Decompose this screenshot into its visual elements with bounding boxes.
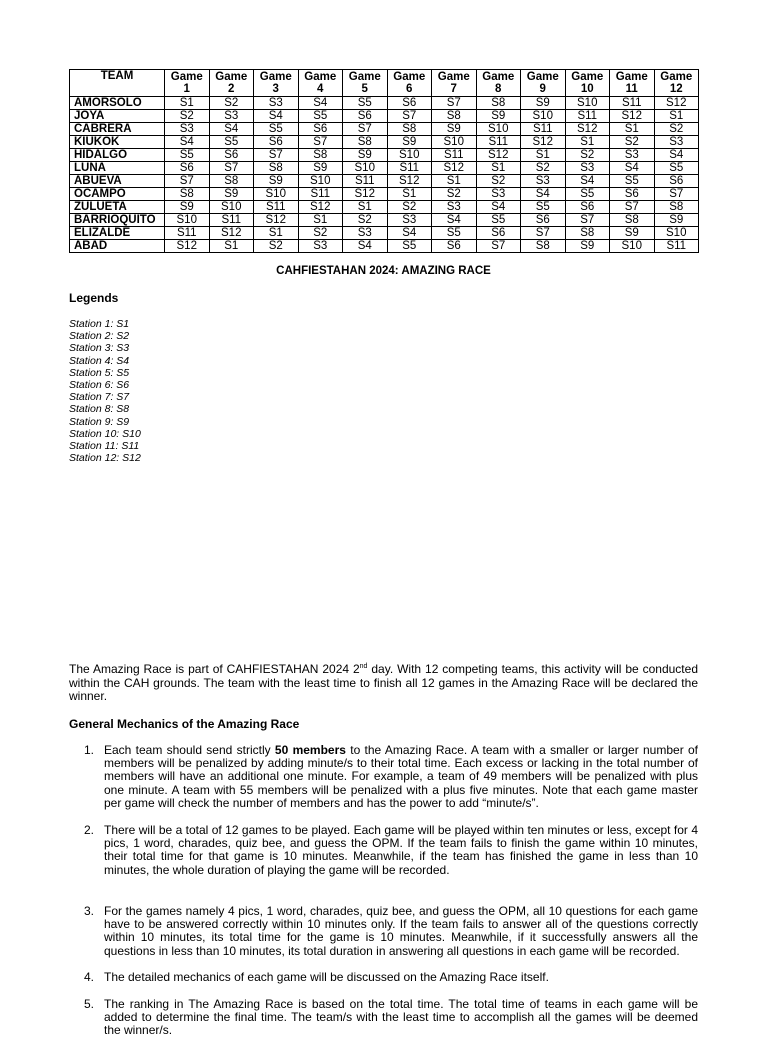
legend-item: Station 9: S9: [69, 415, 130, 428]
game-column-header: [387, 70, 432, 97]
station-cell: S1: [521, 149, 566, 162]
table-row: [70, 201, 699, 214]
station-cell: S12: [298, 201, 343, 214]
game-header-number: 4: [317, 83, 324, 95]
station-cell: S12: [209, 227, 254, 240]
table-row: [70, 110, 699, 123]
station-cell: S9: [610, 227, 655, 240]
game-column-header: [254, 70, 299, 97]
station-cell: S2: [521, 162, 566, 175]
table-row: [70, 227, 699, 240]
team-name-cell: BARRIOQUITO: [70, 214, 165, 227]
station-cell: S2: [298, 227, 343, 240]
station-cell: S3: [165, 123, 210, 136]
station-cell: S2: [209, 97, 254, 110]
station-cell: S12: [565, 123, 610, 136]
station-cell: S4: [209, 123, 254, 136]
station-cell: S6: [654, 175, 699, 188]
team-name-cell: OCAMPO: [70, 188, 165, 201]
rule-emphasis: 50 members: [274, 743, 346, 757]
rule-text-end: to the Amazing Race. A team with a smaller or larger number of members will be penalized by adding minute/s to their total time. Each excess or lacking in the total number of members will have an additional one minute. For example, a team of 49 members will be penalized with plus one minute. A team with 55 members will be penalized with a plus five minutes. Note that each game master per game will check the number of members and has the power to add “minute/s”.: [104, 743, 699, 810]
rule-number: 4.: [84, 970, 95, 984]
game-header-number: 11: [625, 83, 638, 95]
game-header-word: Game: [660, 70, 693, 83]
station-cell: S7: [432, 97, 477, 110]
station-cell: S5: [209, 136, 254, 149]
station-cell: S8: [521, 240, 566, 253]
rule-item-2: [84, 824, 698, 877]
rule-number: 3.: [84, 904, 95, 918]
rule-item-5: [84, 998, 698, 1038]
station-cell: S7: [298, 136, 343, 149]
schedule-table: [69, 69, 699, 253]
station-cell: S7: [565, 214, 610, 227]
legend-item: Station 5: S5: [69, 366, 130, 379]
station-cell: S6: [209, 149, 254, 162]
station-cell: S12: [254, 214, 299, 227]
station-cell: S7: [209, 162, 254, 175]
game-column-header: [165, 70, 210, 97]
station-cell: S12: [521, 136, 566, 149]
team-name-cell: HIDALGO: [70, 149, 165, 162]
table-body: [70, 97, 699, 253]
station-cell: S5: [387, 240, 432, 253]
station-cell: S11: [565, 110, 610, 123]
station-cell: S12: [387, 175, 432, 188]
legend-item: Station 6: S6: [69, 379, 130, 392]
station-cell: S11: [610, 97, 655, 110]
station-cell: S2: [254, 240, 299, 253]
station-cell: S11: [343, 175, 388, 188]
station-cell: S2: [476, 175, 521, 188]
station-cell: S2: [387, 201, 432, 214]
station-cell: S2: [654, 123, 699, 136]
team-name-cell: ABUEVA: [70, 175, 165, 188]
station-cell: S5: [165, 149, 210, 162]
station-cell: S12: [165, 240, 210, 253]
game-column-header: [565, 70, 610, 97]
station-cell: S10: [387, 149, 432, 162]
station-cell: S11: [298, 188, 343, 201]
station-cell: S1: [432, 175, 477, 188]
team-name-cell: ABAD: [70, 240, 165, 253]
station-cell: S10: [165, 214, 210, 227]
station-cell: S4: [432, 214, 477, 227]
station-cell: S5: [476, 214, 521, 227]
game-header-number: 5: [361, 83, 368, 95]
game-header-number: 6: [406, 83, 413, 95]
rule-text-start: Each team should send strictly: [104, 743, 275, 757]
station-cell: S10: [654, 227, 699, 240]
station-cell: S2: [432, 188, 477, 201]
station-cell: S7: [521, 227, 566, 240]
game-column-header: [343, 70, 388, 97]
rule-number: 2.: [84, 823, 95, 837]
legend-item: Station 8: S8: [69, 403, 130, 416]
legend-item: Station 10: S10: [69, 427, 141, 440]
rule-text: For the games namely 4 pics, 1 word, charades, quiz bee, and guess the OPM, all 10 questions for each game have to be answered correctly within 10 minutes only. If the team fails to answer all of the questions correctly within 10 minutes, its total time for the game is 10 minutes. Meanwhile, if it successfully answers all the questions in less than 10 minutes, its total duration in answering all questions in each game will be recorded.: [104, 904, 698, 958]
team-name-cell: ZULUETA: [70, 201, 165, 214]
station-cell: S3: [432, 201, 477, 214]
station-cell: S4: [387, 227, 432, 240]
station-cell: S9: [565, 240, 610, 253]
station-cell: S2: [343, 214, 388, 227]
station-cell: S9: [254, 175, 299, 188]
table-caption: CAHFIESTAHAN 2024: AMAZING RACE: [276, 265, 491, 277]
station-cell: S3: [521, 175, 566, 188]
table-row: [70, 214, 699, 227]
station-cell: S10: [610, 240, 655, 253]
game-header-number: 2: [228, 83, 235, 95]
station-cell: S10: [209, 201, 254, 214]
station-cell: S7: [343, 123, 388, 136]
mechanics-heading: General Mechanics of the Amazing Race: [69, 717, 300, 731]
station-cell: S6: [476, 227, 521, 240]
station-cell: S9: [387, 136, 432, 149]
rule-number: 1.: [84, 743, 95, 757]
legend-item: Station 12: S12: [69, 452, 141, 465]
station-cell: S3: [209, 110, 254, 123]
station-cell: S6: [387, 97, 432, 110]
table-row: [70, 136, 699, 149]
station-cell: S4: [565, 175, 610, 188]
station-cell: S8: [432, 110, 477, 123]
station-cell: S3: [610, 149, 655, 162]
station-cell: S2: [610, 136, 655, 149]
station-cell: S5: [298, 110, 343, 123]
station-cell: S7: [610, 201, 655, 214]
station-cell: S4: [476, 201, 521, 214]
station-cell: S5: [654, 162, 699, 175]
station-cell: S8: [565, 227, 610, 240]
legend-item: Station 11: S11: [69, 440, 140, 453]
station-cell: S6: [165, 162, 210, 175]
station-cell: S10: [432, 136, 477, 149]
game-header-number: 1: [183, 83, 190, 95]
station-cell: S4: [165, 136, 210, 149]
game-header-word: Game: [615, 70, 648, 83]
station-cell: S12: [476, 149, 521, 162]
game-header-word: Game: [571, 70, 604, 83]
station-cell: S6: [254, 136, 299, 149]
station-cell: S6: [565, 201, 610, 214]
station-cell: S8: [298, 149, 343, 162]
station-cell: S7: [165, 175, 210, 188]
rule-text: There will be a total of 12 games to be played. Each game will be played within ten minutes or less, except for 4 pics, 1 word, charades, quiz bee, and guess the OPM. If the team fails to finish the game within 10 minutes, their total time for that game is 10 minutes. Meanwhile, if the team has finished the game in less than 10 minutes, the whole duration of playing the game will be recorded.: [104, 823, 698, 877]
legend-item: Station 2: S2: [69, 330, 130, 343]
station-cell: S1: [254, 227, 299, 240]
station-cell: S11: [209, 214, 254, 227]
station-cell: S7: [476, 240, 521, 253]
table-row: [70, 188, 699, 201]
ordinal-suffix: nd: [359, 663, 368, 670]
station-cell: S12: [610, 110, 655, 123]
station-cell: S3: [476, 188, 521, 201]
station-cell: S1: [298, 214, 343, 227]
game-header-word: Game: [170, 70, 203, 83]
game-column-header: [654, 70, 699, 97]
station-cell: S8: [165, 188, 210, 201]
team-name-cell: CABRERA: [70, 123, 165, 136]
game-header-word: Game: [437, 70, 470, 83]
station-cell: S3: [343, 227, 388, 240]
station-cell: S10: [476, 123, 521, 136]
station-cell: S5: [610, 175, 655, 188]
station-cell: S3: [387, 214, 432, 227]
station-cell: S4: [298, 97, 343, 110]
game-header-number: 7: [450, 83, 457, 95]
rule-text: [104, 744, 698, 810]
team-name-cell: LUNA: [70, 162, 165, 175]
table-row: [70, 162, 699, 175]
station-cell: S6: [298, 123, 343, 136]
station-cell: S3: [254, 97, 299, 110]
team-name-cell: AMORSOLO: [70, 97, 165, 110]
station-cell: S4: [654, 149, 699, 162]
station-cell: S10: [343, 162, 388, 175]
station-cell: S9: [432, 123, 477, 136]
station-cell: S11: [165, 227, 210, 240]
legend-item: Station 4: S4: [69, 354, 130, 367]
station-cell: S3: [565, 162, 610, 175]
station-cell: S8: [610, 214, 655, 227]
station-cell: S4: [521, 188, 566, 201]
station-cell: S5: [343, 97, 388, 110]
station-cell: S12: [343, 188, 388, 201]
station-cell: S6: [432, 240, 477, 253]
intro-paragraph: [69, 663, 698, 704]
station-cell: S9: [165, 201, 210, 214]
game-header-word: Game: [393, 70, 426, 83]
station-cell: S7: [254, 149, 299, 162]
legend-item: Station 3: S3: [69, 342, 130, 355]
station-cell: S11: [387, 162, 432, 175]
table-row: [70, 97, 699, 110]
station-cell: S2: [165, 110, 210, 123]
station-cell: S1: [565, 136, 610, 149]
station-cell: S11: [432, 149, 477, 162]
game-header-word: Game: [259, 70, 292, 83]
table-row: [70, 149, 699, 162]
station-cell: S6: [521, 214, 566, 227]
station-cell: S3: [654, 136, 699, 149]
game-header-word: Game: [526, 70, 559, 83]
station-cell: S8: [476, 97, 521, 110]
station-cell: S8: [254, 162, 299, 175]
station-cell: S7: [387, 110, 432, 123]
station-cell: S8: [343, 136, 388, 149]
game-header-number: 8: [495, 83, 502, 95]
station-cell: S5: [521, 201, 566, 214]
legend-item: Station 1: S1: [69, 318, 130, 330]
station-cell: S9: [521, 97, 566, 110]
station-cell: S12: [654, 97, 699, 110]
game-header-number: 9: [539, 83, 546, 95]
station-cell: S4: [343, 240, 388, 253]
station-cell: S11: [654, 240, 699, 253]
station-cell: S9: [343, 149, 388, 162]
team-column-header: TEAM: [70, 70, 165, 97]
station-cell: S5: [565, 188, 610, 201]
station-cell: S5: [254, 123, 299, 136]
station-cell: S1: [165, 97, 210, 110]
game-column-header: [209, 70, 254, 97]
legend-item: Station 7: S7: [69, 391, 130, 404]
rule-item-4: [84, 971, 698, 984]
station-cell: S8: [209, 175, 254, 188]
rule-item-3: [84, 905, 698, 958]
rule-number: 5.: [84, 997, 95, 1011]
station-cell: S1: [476, 162, 521, 175]
station-cell: S12: [432, 162, 477, 175]
station-cell: S10: [298, 175, 343, 188]
game-header-word: Game: [304, 70, 337, 83]
game-column-header: [610, 70, 655, 97]
station-cell: S8: [387, 123, 432, 136]
station-cell: S1: [209, 240, 254, 253]
table-row: [70, 123, 699, 136]
team-name-cell: KIUKOK: [70, 136, 165, 149]
station-cell: S10: [565, 97, 610, 110]
intro-text-start: The Amazing Race is part of CAHFIESTAHAN 2024 2: [69, 662, 360, 676]
station-cell: S11: [476, 136, 521, 149]
station-cell: S6: [610, 188, 655, 201]
station-cell: S9: [209, 188, 254, 201]
station-cell: S2: [565, 149, 610, 162]
game-header-word: Game: [348, 70, 381, 83]
table-row: [70, 175, 699, 188]
legend-list: [69, 318, 141, 464]
station-cell: S11: [521, 123, 566, 136]
game-header-number: 3: [272, 83, 279, 95]
station-cell: S9: [298, 162, 343, 175]
legends-heading: Legends: [69, 291, 119, 305]
game-header-word: Game: [482, 70, 515, 83]
game-column-header: [521, 70, 566, 97]
station-cell: S3: [298, 240, 343, 253]
team-name-cell: ELIZALDE: [70, 227, 165, 240]
game-header-word: Game: [215, 70, 248, 83]
rule-text: The ranking in The Amazing Race is based on the total time. The total time of teams in each game will be added to determine the final time. The team/s with the least time to accomplish all the games will be deemed the winner/s.: [104, 997, 698, 1038]
station-cell: S10: [254, 188, 299, 201]
team-name-cell: JOYA: [70, 110, 165, 123]
station-cell: S4: [610, 162, 655, 175]
game-column-header: [432, 70, 477, 97]
station-cell: S10: [521, 110, 566, 123]
station-cell: S1: [387, 188, 432, 201]
station-cell: S5: [432, 227, 477, 240]
station-cell: S1: [343, 201, 388, 214]
game-column-header: [298, 70, 343, 97]
station-cell: S4: [254, 110, 299, 123]
station-cell: S8: [654, 201, 699, 214]
station-cell: S9: [654, 214, 699, 227]
station-cell: S9: [476, 110, 521, 123]
station-cell: S1: [610, 123, 655, 136]
intro-text-end: day. With 12 competing teams, this activity will be conducted within the CAH grounds. The team with the least time to finish all 12 games in the Amazing Race will be declared the winner.: [69, 662, 698, 703]
station-cell: S7: [654, 188, 699, 201]
game-header-number: 10: [580, 83, 594, 95]
rule-item-1: [84, 744, 698, 810]
table-row: [70, 240, 699, 253]
station-cell: S6: [343, 110, 388, 123]
game-header-number: 12: [669, 83, 683, 95]
station-cell: S11: [254, 201, 299, 214]
table-header-row: [70, 70, 699, 97]
station-cell: S1: [654, 110, 699, 123]
game-column-header: [476, 70, 521, 97]
rule-text: The detailed mechanics of each game will be discussed on the Amazing Race itself.: [104, 970, 549, 984]
